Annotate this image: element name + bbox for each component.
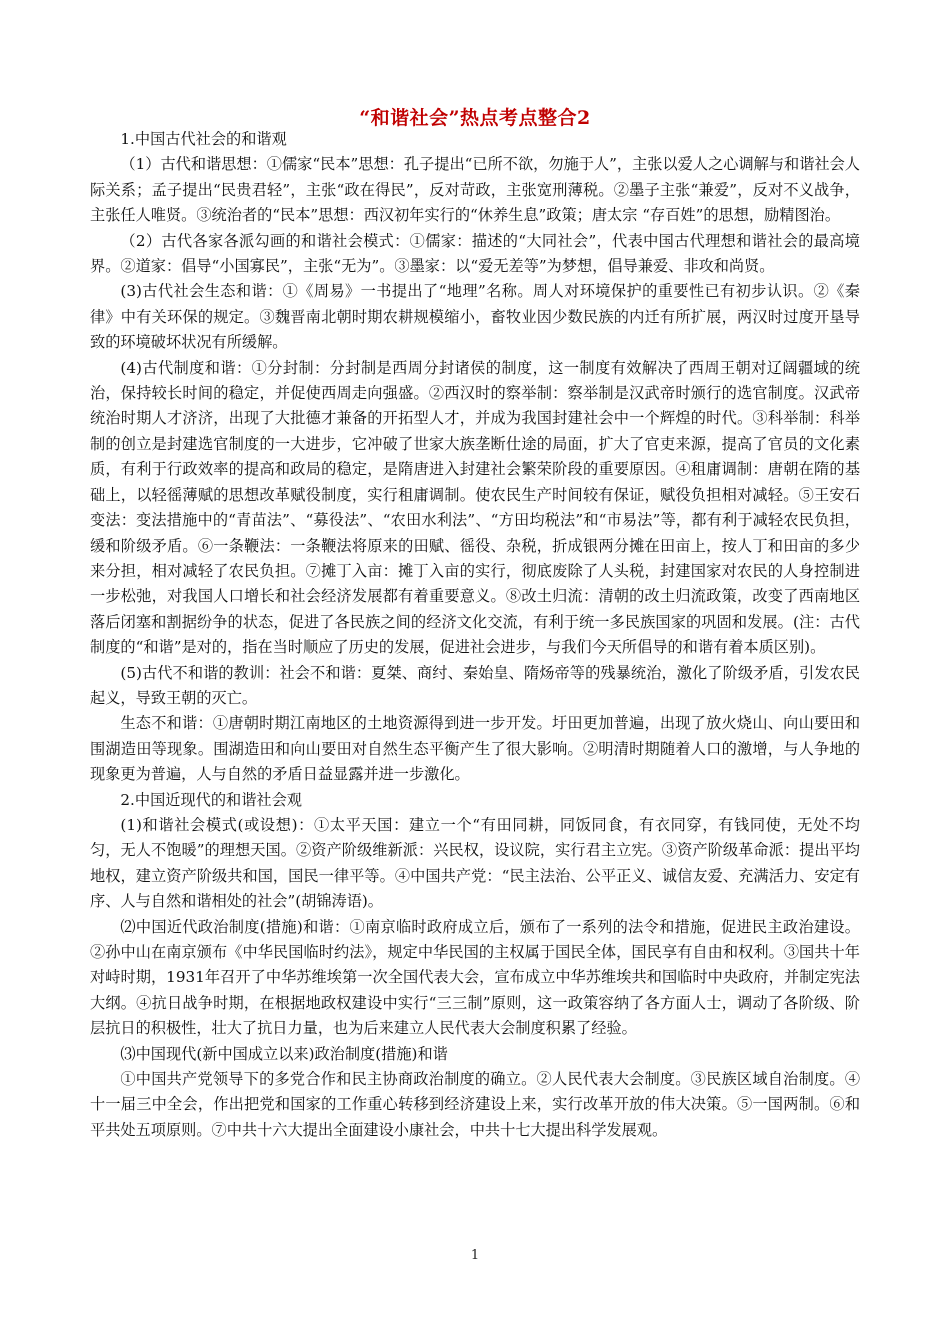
paragraph-contemporary-systems: ①中国共产党领导下的多党合作和民主协商政治制度的确立。②人民代表大会制度。③民族区域自治制度。④十一届三中全会，作出把党和国家的工作重心转移到经济建设上来，实行改革开放的伟大决策。⑤一国两制。⑥和平共处五项原则。⑦中共十六大提出全面建设小康社会，中共十七大提出科学发展观。	[90, 1070, 860, 1139]
paragraph-ancient-institutions: (4)古代制度和谐：①分封制：分封制是西周分封诸侯的制度，这一制度有效解决了西周王朝对辽阔疆域的统治，保持较长时间的稳定，并促使西周走向强盛。②西汉时的察举制：察举制是汉武帝时颁行的选官制度。汉武帝统治时期人才济济，出现了大批德才兼备的开拓型人才，并成为我国封建社会中一个辉煌的时代。③科举制：科举制的创立是封建选官制度的一大进步，它冲破了世家大族垄断仕途的局面，扩大了官吏来源，提高了官员的文化素质，有利于行政效率的提高和政局的稳定，是隋唐进入封建社会繁荣阶段的重要原因。④租庸调制：唐朝在隋的基础上，以轻徭薄赋的思想改革赋役制度，实行租庸调制。使农民生产时间较有保证，赋役负担相对减轻。⑤王安石变法：变法措施中的“青苗法”、“募役法”、“农田水利法”、“方田均税法”和“市易法”等，都有利于减轻农民负担，缓和阶级矛盾。⑥一条鞭法：一条鞭法将原来的田赋、徭役、杂税，折成银两分摊在田亩上，按人丁和田亩的多少来分担，相对减轻了农民负担。⑦摊丁入亩：摊丁入亩的实行，彻底废除了人头税，封建国家对农民的人身控制进一步松弛，对我国人口增长和社会经济发展都有着重要意义。⑧改土归流：清朝的改土归流政策，改变了西南地区落后闭塞和割据纷争的状态，促进了各民族之间的经济文化交流，有利于统一多民族国家的巩固和发展。(注：古代制度的“和谐”是对的，指在当时顺应了历史的发展，促进社会进步，与我们今天所倡导的和谐有着本质区别)。	[90, 358, 860, 657]
paragraph-ecological-disharmony: 生态不和谐：①唐朝时期江南地区的土地资源得到进一步开发。圩田更加普遍，出现了放火烧山、向山要田和围湖造田等现象。围湖造田和向山要田对自然生态平衡产生了很大影响。②明清时期随着人口的激增，与人争地的现象更为普遍，人与自然的矛盾日益显露并进一步激化。	[90, 714, 860, 784]
subheading-contemporary: ⑶中国现代(新中国成立以来)政治制度(措施)和谐	[120, 1044, 448, 1063]
paragraph-modern-models: (1)和谐社会模式(或设想)：①太平天国：建立一个“有田同耕，同饭同食，有衣同穿，有钱同使，无处不均匀，无人不饱暖”的理想天国。②资产阶级维新派：兴民权，设议院，实行君主立宪。③资产阶级革命派：提出平均地权，建立资产阶级共和国，国民一律平等。④中国共产党：“民主法治、公平正义、诚信友爱、充满活力、安定有序、人与自然和谐相处的社会”(胡锦涛语)。	[90, 815, 860, 911]
section-heading-ancient: 1.中国古代社会的和谐观	[120, 130, 287, 148]
section-heading-modern: 2.中国近现代的和谐社会观	[120, 790, 302, 809]
document-body	[90, 127, 860, 1143]
page-number: 1	[470, 1248, 480, 1263]
paragraph-ancient-lessons: (5)古代不和谐的教训：社会不和谐：夏桀、商纣、秦始皇、隋炀帝等的残暴统治，激化了阶级矛盾，引发农民起义，导致王朝的灭亡。	[90, 663, 860, 707]
paragraph-modern-political: ⑵中国近代政治制度(措施)和谐：①南京临时政府成立后，颁布了一系列的法令和措施，促进民主政治建设。②孙中山在南京颁布《中华民国临时约法》，规定中华民国的主权属于国民全体，国民享有自由和权利。③国共十年对峙时期，1931年召开了中华苏维埃第一次全国代表大会，宣布成立中华苏维埃共和国临时中央政府，并制定宪法大纲。④抗日战争时期，在根据地政权建设中实行“三三制”原则，这一政策容纳了各方面人士，调动了各阶级、阶层抗日的积极性，壮大了抗日力量，也为后来建立人民代表大会制度积累了经验。	[90, 917, 860, 1038]
paragraph-ancient-ecology: (3)古代社会生态和谐：①《周易》一书提出了“地理”名称。周人对环境保护的重要性已有初步认识。②《秦律》中有关环保的规定。③魏晋南北朝时期农耕规模缩小，畜牧业因少数民族的内迁有所扩展，两汉时过度开垦导致的环境破坏状况有所缓解。	[90, 282, 860, 352]
paragraph-ancient-thought: （1）古代和谐思想：①儒家“民本”思想：孔子提出“已所不欲，勿施于人”，主张以爱人之心调解与和谐社会人际关系；孟子提出“民贵君轻”，主张“政在得民”，反对苛政，主张宽刑薄税。②墨子主张“兼爱”，反对不义战争，主张任人唯贤。③统治者的“民本”思想：西汉初年实行的“休养生息”政策；唐太宗 “存百姓”的思想，励精图治。	[90, 155, 860, 225]
paragraph-ancient-models: （2）古代各家各派勾画的和谐社会模式：①儒家：描述的“大同社会”，代表中国古代理想和谐社会的最高境界。②道家：倡导“小国寡民”，主张“无为”。③墨家：以“爱无差等”为梦想，倡导兼爱、非攻和尚贤。	[90, 231, 860, 276]
page-title: “和谐社会”热点考点整合2	[359, 107, 591, 129]
